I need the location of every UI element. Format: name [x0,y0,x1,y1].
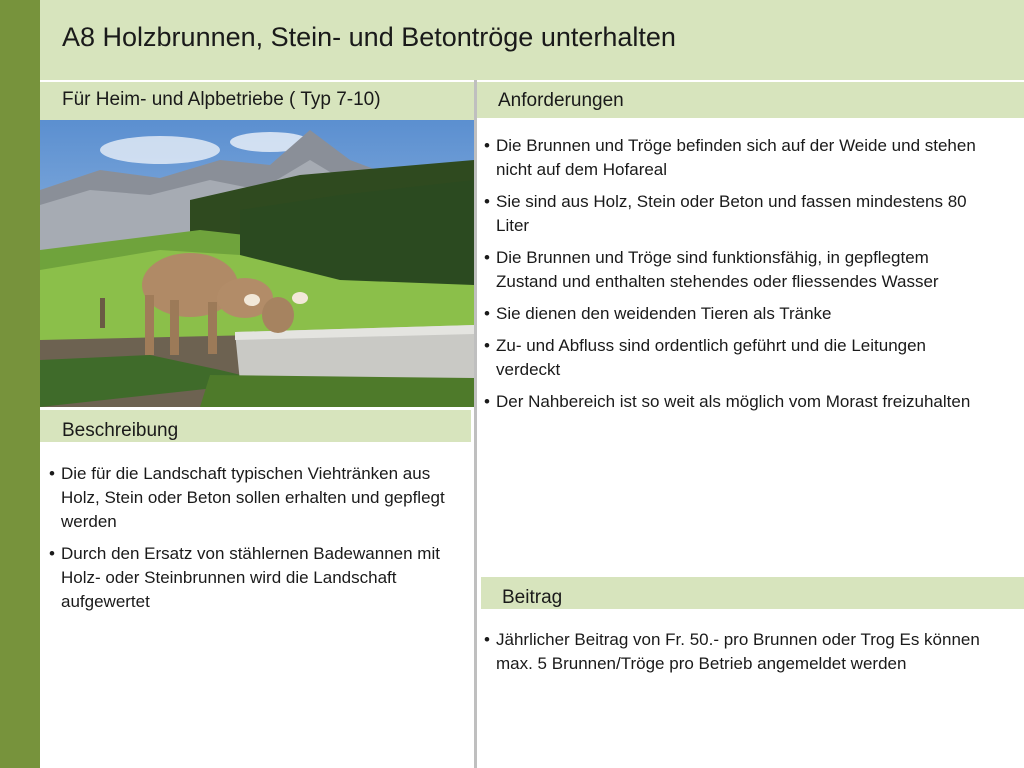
beschreibung-list [49,462,464,622]
list-item: • Sie sind aus Holz, Stein oder Beton und fassen mindestens 80 Liter [484,190,984,238]
anforderungen-list [484,134,984,422]
beitrag-list [484,628,984,684]
cow-at-trough-photo [40,120,474,407]
list-item: • Durch den Ersatz von stählernen Badewannen mit Holz- oder Steinbrunnen wird die Landschaft aufgewertet [49,542,464,614]
page-title: A8 Holzbrunnen, Stein- und Betontröge unterhalten [62,22,676,52]
list-item: • Jährlicher Beitrag von Fr. 50.- pro Brunnen oder Trog Es können max. 5 Brunnen/Tröge pro Betrieb angemeldet werden [484,628,984,676]
column-divider [474,80,477,768]
beschreibung-heading: Beschreibung [62,420,179,441]
left-header-bar [40,82,474,120]
beitrag-header [481,577,1024,609]
anforderungen-header [477,82,1024,118]
list-item: • Der Nahbereich ist so weit als möglich vom Morast freizuhalten [484,390,984,414]
list-item: • Zu- und Abfluss sind ordentlich geführt und die Leitungen verdeckt [484,334,984,382]
list-item: • Die Brunnen und Tröge sind funktionsfähig, in gepflegtem Zustand und enthalten stehendes oder fliessendes Wasser [484,246,984,294]
list-item: • Die Brunnen und Tröge befinden sich auf der Weide und stehen nicht auf dem Hofareal [484,134,984,182]
left-header-label: Für Heim- und Alpbetriebe ( Typ 7-10) [62,89,381,110]
beitrag-heading: Beitrag [502,587,563,608]
left-accent-bar [0,0,40,768]
beschreibung-header [40,410,471,442]
list-item: • Die für die Landschaft typischen Viehtränken aus Holz, Stein oder Beton sollen erhalten und gepflegt werden [49,462,464,534]
list-item: • Sie dienen den weidenden Tieren als Tränke [484,302,984,326]
anforderungen-heading: Anforderungen [498,90,624,111]
